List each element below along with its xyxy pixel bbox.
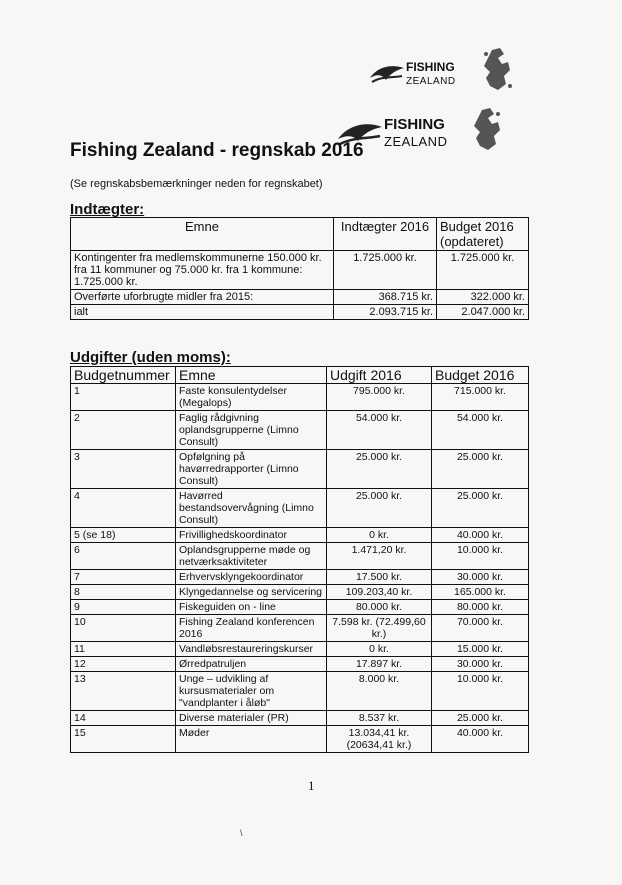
expense-row [71,585,529,600]
expense-budget: 25.000 kr. [432,711,529,726]
logo-sub-text: ZEALAND [384,134,448,149]
expense-budget: 15.000 kr. [432,642,529,657]
income-row [71,290,529,305]
expense-topic: Ørredpatruljen [176,657,327,672]
expense-number: 6 [71,543,176,570]
expense-budget: 715.000 kr. [432,384,529,411]
expense-spent: 80.000 kr. [327,600,432,615]
expense-row [71,672,529,711]
income-cell-amount: 2.093.715 kr. [334,305,437,320]
expense-number: 15 [71,726,176,753]
logo-brand-text: FISHING [384,116,445,133]
income-cell-amount: 368.715 kr. [334,290,437,305]
expense-row [71,642,529,657]
expense-spent: 0 kr. [327,642,432,657]
expense-topic: Opfølgning på havørredrapporter (Limno Consult) [176,450,327,489]
expenses-header-topic: Emne [176,367,327,384]
expense-row [71,570,529,585]
expense-number: 14 [71,711,176,726]
expense-row [71,726,529,753]
expense-budget: 54.000 kr. [432,411,529,450]
expense-number: 1 [71,384,176,411]
expense-spent: 795.000 kr. [327,384,432,411]
expense-number: 9 [71,600,176,615]
page-title: Fishing Zealand - regnskab 2016 [70,140,364,161]
expense-topic: Havørred bestandsovervågning (Limno Consult) [176,489,327,528]
expenses-heading: Udgifter (uden moms): [70,349,231,366]
expense-spent: 0 kr. [327,528,432,543]
expense-row [71,411,529,450]
expense-topic: Vandløbsrestaureringskurser [176,642,327,657]
income-row [71,251,529,290]
expense-budget: 165.000 kr. [432,585,529,600]
zealand-map-icon [478,46,516,94]
expense-topic: Faglig rådgivning oplandsgrupperne (Limno Consult) [176,411,327,450]
expense-budget: 30.000 kr. [432,657,529,672]
expense-row [71,711,529,726]
income-cell-topic: Kontingenter fra medlemskommunerne 150.000 kr. fra 11 kommuner og 75.000 kr. fra 1 kommune: 1.725.000 kr. [71,251,334,290]
zealand-map-icon [470,106,504,154]
income-cell-topic: ialt [71,305,334,320]
expense-spent: 17.897 kr. [327,657,432,672]
accounting-note: (Se regnskabsbemærkninger neden for regnskabet) [70,178,323,190]
income-table [70,217,529,320]
expense-spent: 8.000 kr. [327,672,432,711]
expense-number: 11 [71,642,176,657]
expense-topic: Fiskeguiden on - line [176,600,327,615]
income-header-income: Indtægter 2016 [334,218,437,251]
expense-spent: 7.598 kr. (72.499,60 kr.) [327,615,432,642]
expense-topic: Oplandsgrupperne møde og netværksaktiviteter [176,543,327,570]
fish-logo-icon [368,60,406,86]
expense-budget: 25.000 kr. [432,450,529,489]
expense-topic: Erhvervsklyngekoordinator [176,570,327,585]
expense-number: 2 [71,411,176,450]
expense-topic: Unge – udvikling af kursusmaterialer om "vandplanter i åløb" [176,672,327,711]
expense-topic: Klyngedannelse og servicering [176,585,327,600]
expense-number: 12 [71,657,176,672]
expense-topic: Faste konsulentydelser (Megalops) [176,384,327,411]
expense-spent: 1.471,20 kr. [327,543,432,570]
expenses-header-budget: Budget 2016 [432,367,529,384]
expense-budget: 40.000 kr. [432,726,529,753]
expense-row [71,528,529,543]
expense-number: 7 [71,570,176,585]
expense-row [71,543,529,570]
page-number: 1 [308,778,315,793]
income-cell-budget: 1.725.000 kr. [437,251,529,290]
expense-budget: 10.000 kr. [432,543,529,570]
income-header-budget: Budget 2016 (opdateret) [437,218,529,251]
expenses-header-number: Budgetnummer [71,367,176,384]
income-header-row [71,218,529,251]
expenses-header-spent: Udgift 2016 [327,367,432,384]
expense-spent: 54.000 kr. [327,411,432,450]
expense-budget: 30.000 kr. [432,570,529,585]
income-cell-topic: Overførte uforbrugte midler fra 2015: [71,290,334,305]
income-row-total [71,305,529,320]
logo-brand-text: FISHING [406,60,455,74]
logo-sub-text: ZEALAND [406,76,456,87]
expense-budget: 70.000 kr. [432,615,529,642]
expense-row [71,615,529,642]
expense-budget: 40.000 kr. [432,528,529,543]
income-cell-amount: 1.725.000 kr. [334,251,437,290]
expense-row [71,600,529,615]
income-cell-budget: 2.047.000 kr. [437,305,529,320]
expenses-table [70,366,529,753]
expense-budget: 25.000 kr. [432,489,529,528]
expense-row [71,384,529,411]
expense-spent: 8.537 kr. [327,711,432,726]
expense-row [71,450,529,489]
expense-row [71,657,529,672]
stray-mark: \ [240,828,243,838]
expense-spent: 13.034,41 kr. (20634,41 kr.) [327,726,432,753]
expense-budget: 10.000 kr. [432,672,529,711]
expense-number: 4 [71,489,176,528]
fishing-zealand-logo [368,58,456,87]
income-cell-budget: 322.000 kr. [437,290,529,305]
expense-topic: Fishing Zealand konferencen 2016 [176,615,327,642]
expense-number: 5 (se 18) [71,528,176,543]
expense-spent: 17.500 kr. [327,570,432,585]
expense-topic: Diverse materialer (PR) [176,711,327,726]
expense-budget: 80.000 kr. [432,600,529,615]
expense-number: 10 [71,615,176,642]
expense-spent: 25.000 kr. [327,450,432,489]
expense-spent: 25.000 kr. [327,489,432,528]
expense-topic: Møder [176,726,327,753]
expense-topic: Frivillighedskoordinator [176,528,327,543]
expenses-header-row [71,367,529,384]
expense-number: 8 [71,585,176,600]
expense-row [71,489,529,528]
income-header-topic: Emne [71,218,334,251]
income-heading: Indtægter: [70,201,145,218]
expense-number: 3 [71,450,176,489]
expense-spent: 109.203,40 kr. [327,585,432,600]
expense-number: 13 [71,672,176,711]
